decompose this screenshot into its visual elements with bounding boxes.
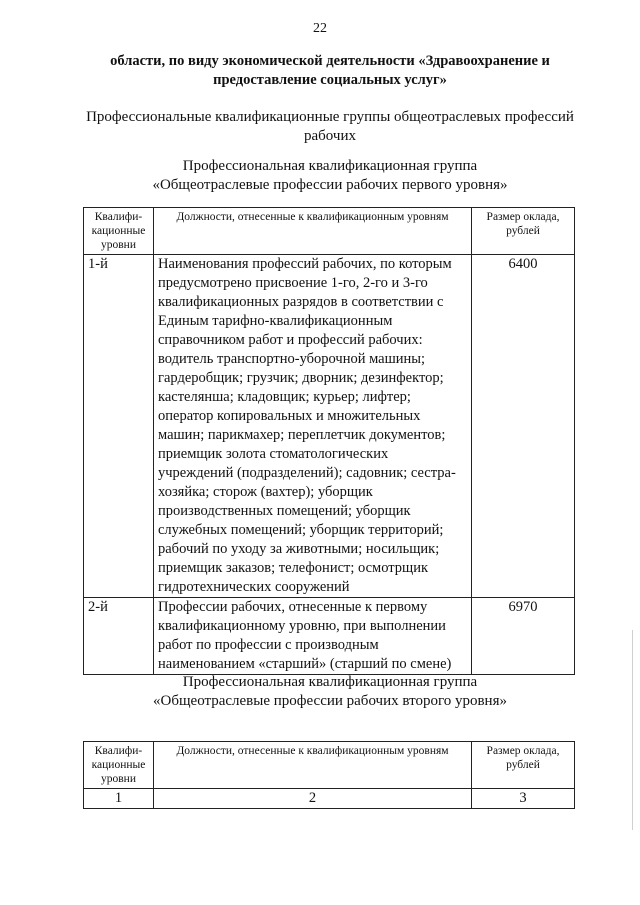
row-salary: 6970 (472, 598, 575, 675)
header-level: Квалифи-кационные уровни (84, 742, 154, 789)
row-positions: Наименования профессий рабочих, по которым предусмотрено присвоение 1-го, 2-го и 3-го квалификационных разрядов в соответствии с Единым тарифно-квалификационным справочником работ и профессий рабочих: водитель транспортно-уборочной машины; гардеробщик; грузчик; дворник; дезинфектор; кастелянша; кладовщик; курьер; лифтер; оператор копировальных и множительных машин; парикмахер; переплетчик документов; приемщик золота стоматологических учреждений (подразделений); садовник; сестра-хозяйка; сторож (вахтер); уборщик производственных помещений; уборщик служебных помещений; уборщик территорий; рабочий по уходу за животными; носильщик; приемщик заказов; телефонист; осмотрщик гидротехнических сооружений (154, 255, 472, 598)
column-number: 1 (84, 789, 154, 809)
column-number: 3 (472, 789, 575, 809)
group1-title (60, 157, 600, 195)
header-positions: Должности, отнесенные к квалификационным уровням (154, 208, 472, 255)
margin-line (632, 630, 633, 830)
table-row (84, 598, 575, 675)
page-number: 22 (313, 21, 327, 36)
column-number-row (84, 789, 575, 809)
group1-table (83, 207, 575, 675)
header-salary: Размер оклада, рублей (472, 742, 575, 789)
table-header-row (84, 742, 575, 789)
group2-title-line1: Профессиональная квалификационная группа (182, 674, 478, 690)
row-positions: Профессии рабочих, отнесенные к первому квалификационному уровню, при выполнении работ по профессии с производным наименованием «старший» (старший по смене) (154, 598, 472, 675)
column-number: 2 (154, 789, 472, 809)
group1-title-line1: Профессиональная квалификационная группа (182, 158, 478, 174)
header-salary: Размер оклада, рублей (472, 208, 575, 255)
header-positions: Должности, отнесенные к квалификационным уровням (154, 742, 472, 789)
header-level: Квалифи-кационные уровни (84, 208, 154, 255)
group1-title-line2: «Общеотраслевые профессии рабочих первого уровня» (152, 177, 508, 193)
table-row (84, 255, 575, 598)
group2-title-line2: «Общеотраслевые профессии рабочих второго уровня» (153, 693, 507, 709)
group2-table (83, 741, 575, 809)
table-header-row (84, 208, 575, 255)
document-heading: области, по виду экономической деятельности «Здравоохранение и предоставление социальных услуг» (110, 53, 550, 88)
row-salary: 6400 (472, 255, 575, 598)
row-level: 2-й (84, 598, 154, 675)
group2-title (60, 673, 600, 711)
row-level: 1-й (84, 255, 154, 598)
section-title: Профессиональные квалификационные группы общеотраслевых профессий рабочих (86, 109, 574, 144)
